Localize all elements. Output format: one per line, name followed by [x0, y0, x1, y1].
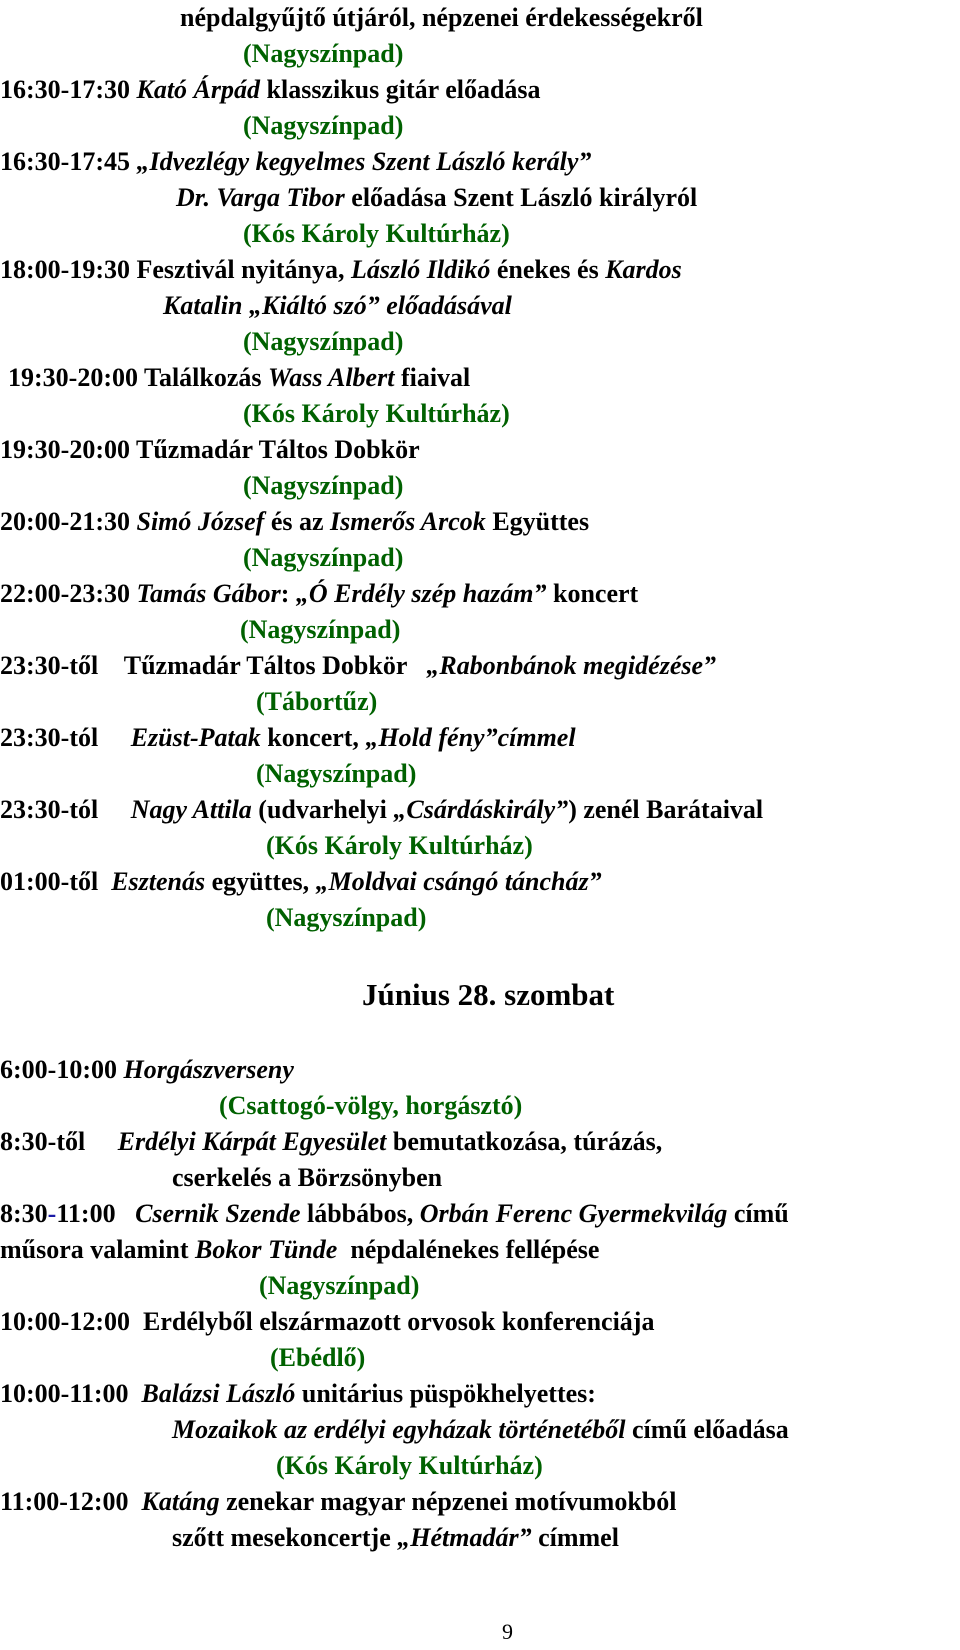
venue-label: (Nagyszínpad): [243, 471, 404, 500]
line-text: -: [47, 1199, 57, 1228]
line-text: 8:30: [0, 1199, 48, 1228]
venue-label: (Nagyszínpad): [243, 327, 404, 356]
line-text: 01:00-től: [0, 867, 112, 896]
line-text: Együttes: [485, 507, 590, 536]
program-line: [0, 648, 716, 684]
line-text: 20:00-21:30: [0, 507, 137, 536]
program-line: [0, 1232, 599, 1268]
program-line: [243, 108, 403, 144]
line-text: „Moldvai csángó táncház”: [315, 867, 602, 896]
venue-label: (Nagyszínpad): [266, 903, 427, 932]
program-line: [0, 504, 589, 540]
program-line: [243, 216, 510, 252]
line-text: Esztenás: [111, 867, 206, 896]
program-line: [0, 72, 541, 108]
line-text: Kardos: [605, 255, 682, 284]
line-text: 18:00-19:30 Fesztivál nyitánya,: [0, 255, 351, 284]
line-text: Tamás Gábor: [136, 579, 281, 608]
line-text: unitárius püspökhelyettes:: [295, 1379, 596, 1408]
line-text: 10:00-12:00 Erdélyből elszármazott orvosok konferenciája: [0, 1307, 655, 1336]
program-line: [243, 324, 403, 360]
line-text: Mozaikok az erdélyi egyházak történetéből: [172, 1415, 626, 1444]
program-line: [163, 288, 512, 324]
line-text: népdalgyűjtő útjáról, népzenei érdekességekről: [180, 3, 703, 32]
venue-label: (Ebédlő): [270, 1343, 366, 1372]
line-text: lábbábos,: [300, 1199, 420, 1228]
venue-label: (Nagyszínpad): [243, 111, 404, 140]
venue-label: (Kós Károly Kultúrház): [276, 1451, 543, 1480]
program-line: [256, 684, 377, 720]
program-line: [8, 360, 470, 396]
line-text: koncert,: [260, 723, 366, 752]
line-text: 23:30-től Tűzmadár Táltos Dobkör: [0, 651, 427, 680]
line-text: :: [280, 579, 296, 608]
venue-label: (Csattogó-völgy, horgásztó): [219, 1091, 523, 1120]
program-line: [0, 1376, 596, 1412]
line-text: 6:00-10:00: [0, 1055, 124, 1084]
line-text: 22:00-23:30: [0, 579, 137, 608]
line-text: „Rabonbánok megidézése”: [426, 651, 717, 680]
venue-label: (Nagyszínpad): [240, 615, 401, 644]
program-line: [172, 1412, 789, 1448]
venue-label: (Nagyszínpad): [243, 543, 404, 572]
program-line: [266, 900, 426, 936]
line-text: zenekar magyar népzenei motívumokból: [219, 1487, 677, 1516]
program-line: [0, 864, 602, 900]
line-text: című: [727, 1199, 789, 1228]
program-line: [0, 1052, 294, 1088]
program-line: [243, 468, 403, 504]
program-line: [266, 828, 533, 864]
line-text: „Hétmadár”: [397, 1523, 532, 1552]
program-line: [0, 1124, 662, 1160]
line-text: Csernik Szende: [135, 1199, 301, 1228]
line-text: Dr. Varga Tibor: [176, 183, 345, 212]
line-text: 9: [502, 1619, 513, 1644]
program-line: [259, 1268, 419, 1304]
venue-label: (Kós Károly Kultúrház): [266, 831, 533, 860]
program-line: [270, 1340, 365, 1376]
program-line: [243, 396, 510, 432]
program-line: [240, 612, 400, 648]
line-text: Balázsi László: [141, 1379, 296, 1408]
line-text: együttes,: [205, 867, 316, 896]
venue-label: (Kós Károly Kultúrház): [243, 399, 510, 428]
line-text: énekes és: [490, 255, 606, 284]
venue-label: (Tábortűz): [256, 687, 378, 716]
program-line: [0, 720, 576, 756]
line-text: 23:30-tól: [0, 795, 131, 824]
line-text: előadásával: [386, 291, 512, 320]
line-text: 10:00-11:00: [0, 1379, 142, 1408]
line-text: Katáng: [141, 1487, 220, 1516]
line-text: bemutatkozása, túrázás,: [386, 1127, 663, 1156]
line-text: „Hold fény”címmel: [365, 723, 576, 752]
program-line: [176, 180, 697, 216]
line-text: „Csárdáskirály”: [393, 795, 569, 824]
venue-label: (Nagyszínpad): [256, 759, 417, 788]
line-text: szőtt mesekoncertje: [172, 1523, 398, 1552]
program-line: [276, 1448, 543, 1484]
program-line: [243, 540, 403, 576]
program-line: [172, 1520, 619, 1556]
line-text: László Ildikó: [350, 255, 491, 284]
line-text: Simó József: [136, 507, 265, 536]
page-number: [502, 1614, 513, 1650]
line-text: 19:30-20:00 Tűzmadár Táltos Dobkör: [0, 435, 420, 464]
line-text: Június 28. szombat: [362, 977, 615, 1012]
line-text: koncert: [546, 579, 639, 608]
program-line: [0, 144, 591, 180]
line-text: 11:00: [56, 1199, 136, 1228]
program-line: [0, 1304, 654, 1340]
line-text: Kató Árpád: [136, 75, 261, 104]
program-line: [172, 1160, 442, 1196]
line-text: Nagy Attila: [130, 795, 252, 824]
line-text: klasszikus gitár előadása: [260, 75, 541, 104]
line-text: 11:00-12:00: [0, 1487, 142, 1516]
line-text: 16:30-17:45: [0, 147, 137, 176]
program-line: [219, 1088, 522, 1124]
line-text: Bokor Tünde: [195, 1235, 338, 1264]
line-text: Erdélyi Kárpát Egyesület: [117, 1127, 387, 1156]
program-line: [0, 432, 420, 468]
line-text: Katalin „Kiáltó szó”: [163, 291, 380, 320]
program-line: [0, 792, 763, 828]
line-text: című előadása: [625, 1415, 789, 1444]
line-text: ) zenél Barátaival: [568, 795, 764, 824]
venue-label: (Kós Károly Kultúrház): [243, 219, 510, 248]
program-line: [180, 0, 703, 36]
line-text: előadása Szent László királyról: [344, 183, 698, 212]
line-text: Ezüst-Patak: [130, 723, 261, 752]
venue-label: (Nagyszínpad): [243, 39, 404, 68]
venue-label: (Nagyszínpad): [259, 1271, 420, 1300]
line-text: „Ó Erdély szép hazám”: [295, 579, 547, 608]
line-text: (udvarhelyi: [251, 795, 394, 824]
program-line: [0, 576, 638, 612]
line-text: Horgászverseny: [123, 1055, 294, 1084]
line-text: 8:30-től: [0, 1127, 118, 1156]
program-line: [0, 1196, 789, 1232]
line-text: cserkelés a Börzsönyben: [172, 1163, 443, 1192]
line-text: Ismerős Arcok: [330, 507, 486, 536]
line-text: Wass Albert: [268, 363, 395, 392]
program-line: [243, 36, 403, 72]
line-text: népdalénekes fellépése: [337, 1235, 600, 1264]
day-heading: [362, 975, 614, 1015]
line-text: fiaival: [394, 363, 471, 392]
line-text: 16:30-17:30: [0, 75, 137, 104]
program-line: [0, 252, 682, 288]
line-text: Orbán Ferenc Gyermekvilág: [419, 1199, 728, 1228]
line-text: „Idvezlégy kegyelmes Szent László kerály”: [136, 147, 592, 176]
line-text: 23:30-tól: [0, 723, 131, 752]
line-text: 19:30-20:00 Találkozás: [8, 363, 269, 392]
line-text: műsora valamint: [0, 1235, 195, 1264]
program-line: [0, 1484, 676, 1520]
line-text: címmel: [531, 1523, 619, 1552]
program-line: [256, 756, 416, 792]
line-text: és az: [264, 507, 331, 536]
